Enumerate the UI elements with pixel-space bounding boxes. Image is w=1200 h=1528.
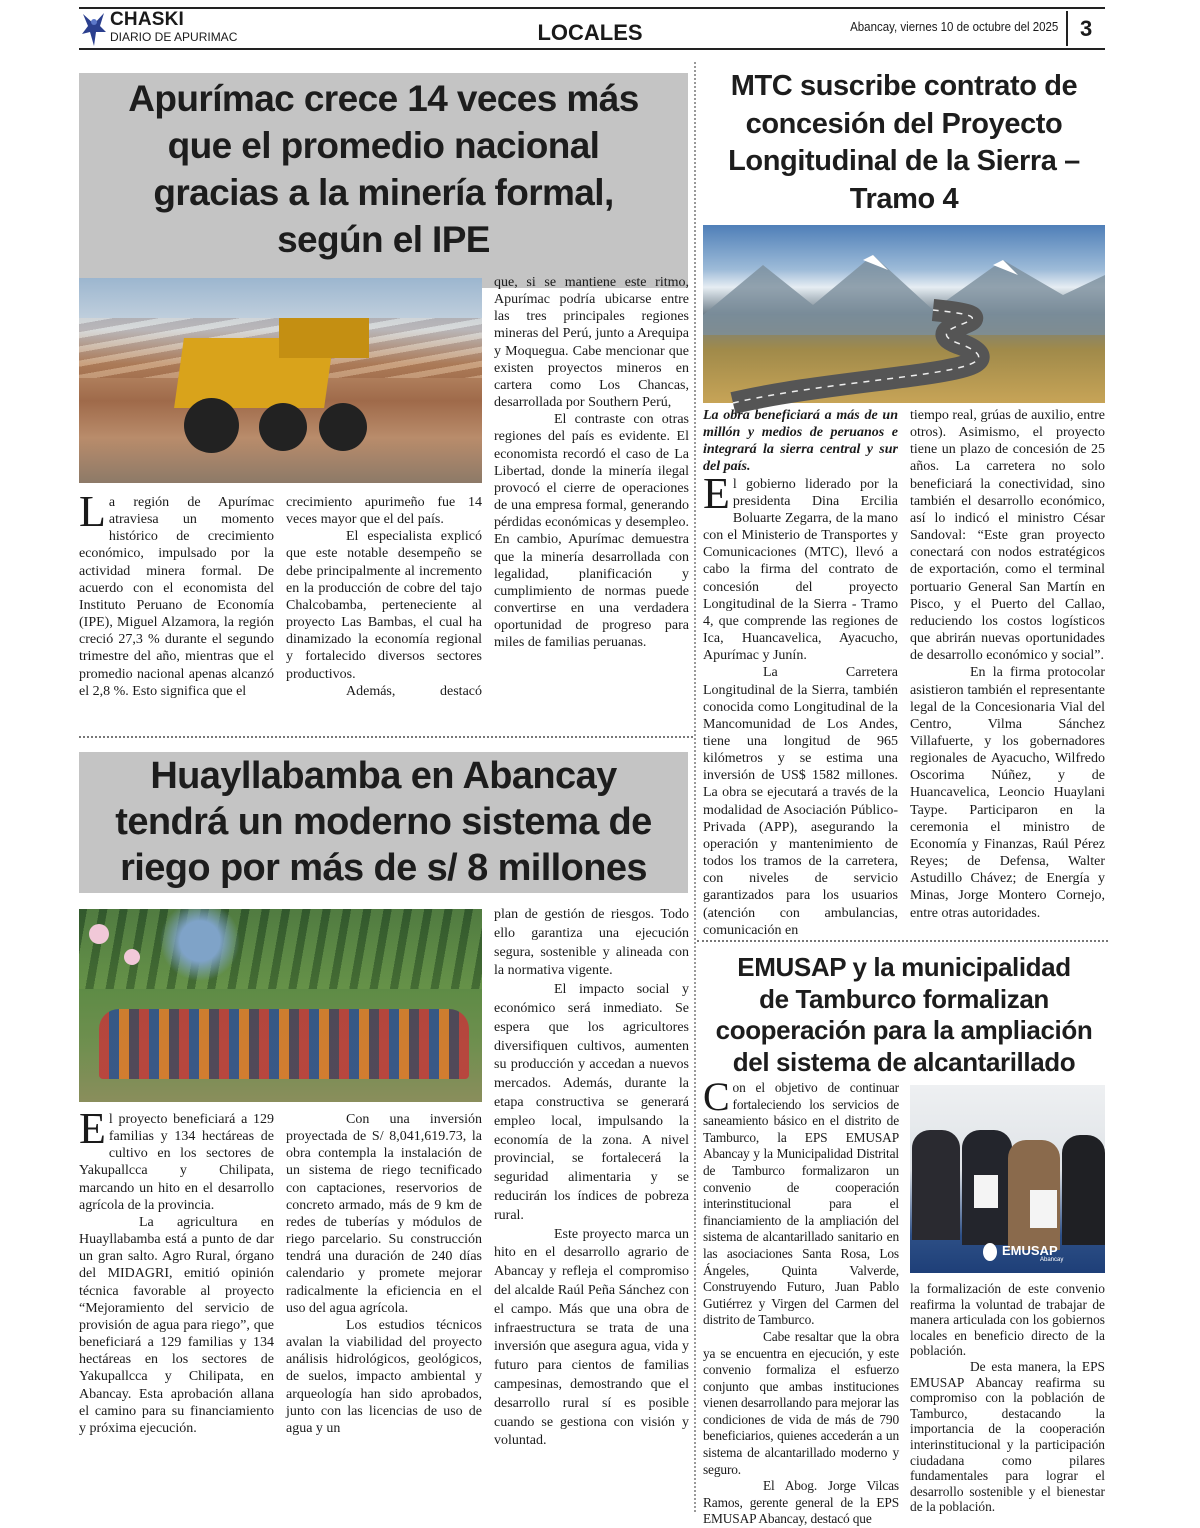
headline-line: Tramo 4: [849, 182, 959, 215]
paragraph: la formalización de este convenio reafirma la voluntad de trabajar de manera articulada con los gobiernos locales en beneficio directo de la población.: [910, 1281, 1105, 1359]
emusap-drop-icon: [983, 1243, 997, 1261]
paragraph: tiempo real, grúas de auxilio, entre otros). Asimismo, el proyecto tiene un plazo de concesión de 25 años. La carretera no solo beneficiará la conectividad, sino también el desarrollo económico, así lo indicó el ministro César Sandoval: “Este gran proyecto conectará con nodos estratégicos de exportación, como el terminal portuario General San Martín en Pisco, y el Puerto del Callao, reduciendo los costos logísticos que abrirán nuevas oportunidades de desarrollo económico y social”.: [910, 408, 1105, 664]
headline-line: Huayllabamba en Abancay: [150, 755, 617, 797]
paragraph: [79, 1104, 274, 1214]
drop-cap: E: [79, 1104, 106, 1153]
paragraph: En la firma protocolar asistieron también el representante legal de la Concesionaria Vial del Centro, Vilma Sánchez Villafuerte, y los gobernadores regionales de Ayacucho, Wilfredo Oscorima Núñez, y de Huancavelica, Leoncio Huaylani Taype. Participaron en la ceremonia el ministro de Economía y Finanzas, Raúl Pérez Reyes; de Defensa, Walter Astudillo Chávez; de Energía y Minas, Jorge Montero Cornejo, entre otras autoridades.: [910, 665, 1105, 921]
paragraph-text: l proyecto beneficiará a 129 familias y 134 hectáreas de cultivo en los sectores de Yakupallcca y Chilipata, marcando un hito en el desarrollo agrícola de la provincia.: [79, 1112, 274, 1213]
article4-column-2: [910, 1281, 1105, 1515]
headline-line: tendrá un moderno sistema de: [115, 801, 652, 843]
paragraph: crecimiento apurimeño fue 14 veces mayor que el del país.: [286, 495, 482, 528]
header-divider: [1066, 11, 1068, 46]
headline-line: MTC suscribe contrato de: [730, 70, 1078, 102]
article4-headline: [700, 952, 1108, 1078]
article1-headline: [79, 73, 688, 288]
signing-ceremony-photo: [910, 1085, 1105, 1273]
paragraph: Con una inversión proyectada de S/ 8,041,619.73, la obra contempla la instalación de un sistema de riego tecnificado con captaciones, reservorios de concreto armado, más de 9 km de redes de tuberías y módulos de riego parcelario. Su construcción tendrá una duración de 240 días calendario y promete mejorar radicalmente la eficiencia en el uso del agua agrícola.: [286, 1112, 482, 1316]
headline-line: cooperación para la ampliación: [715, 1015, 1093, 1045]
article2-lead: La obra beneficiará a más de un millón y medios de peruanos e integrará la sierra central y sur del país.: [703, 408, 898, 475]
paragraph: Además, destacó: [346, 683, 482, 699]
article-separator: [697, 940, 1108, 942]
headline-line: EMUSAP y la municipalidad: [737, 952, 1071, 982]
condor-logo-icon: [80, 10, 108, 48]
article2-headline: [700, 68, 1108, 218]
paragraph: El especialista explicó que este notable desempeño se debe principalmente al incremento en la producción de cobre del tajo Chalcobamba, perteneciente al proyecto Las Bambas, el cual ha dinamizado la economía regional y fortalecido diversos sectores productivos.: [286, 529, 482, 682]
emusap-logo: EMUSAP: [1002, 1243, 1058, 1258]
article1-column-3: [494, 274, 689, 724]
headline-line: riego por más de s/ 8 millones: [120, 847, 647, 889]
headline-line: gracias a la minería formal,: [153, 172, 614, 213]
paragraph: El impacto social y económico será inmediato. Se espera que los agricultores diversifiquen cultivos, aumenten su producción y accedan a nuevos mercados. Además, durante la etapa constructiva se generará empleo local, impulsando la economía de la zona. A nivel provincial, se fortalecerá la seguridad alimentaria y se reducirán los índices de pobreza rural.: [494, 982, 689, 1223]
paragraph: El contraste con otras regiones del país es evidente. El economista recordó el caso de La Libertad, donde la minería ilegal provocó el cierre de operaciones de una empresa formal, generando pérdidas económicas y desempleo. En cambio, Apurímac demuestra que la minería desarrollada con legalidad, planificación y cumplimiento de normas puede convertirse en una verdadera oportunidad de progreso para miles de familias peruanas.: [494, 412, 689, 651]
paragraph: plan de gestión de riesgos. Todo ello garantiza una ejecución segura, sostenible y alineada con la normativa vigente.: [494, 907, 689, 979]
paragraph: [79, 487, 274, 700]
headline-line: concesión del Proyecto: [745, 107, 1063, 140]
paragraph: La agricultura en Huayllabamba está a punto de dar un gran salto. Agro Rural, órgano del MIDAGRI, emitió opinión técnica favorable al proyecto “Mejoramiento del servicio de provisión de agua para riego”, que beneficiará a 129 familias y 134 hectáreas en los sectores de Yakupallcca y Chilipata, en Abancay. Esta aprobación allana el camino para su financiamiento y próxima ejecución.: [79, 1214, 274, 1436]
paragraph: que, si se mantiene este ritmo, Apurímac podría ubicarse entre las tres principales regiones mineras del Perú, junto a Arequipa y Moquegua. Cabe mencionar que existen proyectos mineros en cartera como Los Chancas, desarrollada por Southern Perú,: [494, 275, 689, 411]
article3-column-2: [286, 1111, 482, 1511]
brand-subtitle: DIARIO DE APURIMAC: [110, 30, 238, 44]
article4-column-1: [703, 1074, 899, 1528]
headline-line: Apurímac crece 14 veces más: [128, 78, 639, 119]
headline-line: que el promedio nacional: [167, 125, 600, 166]
drop-cap: L: [79, 487, 106, 536]
article-separator: [79, 736, 693, 738]
header-top-rule: [79, 7, 1105, 9]
drop-cap: C: [703, 1074, 730, 1119]
paragraph: Los estudios técnicos avalan la viabilidad del proyecto análisis hidrológicos, geológicos, de suelos, impacto ambiental y arqueología han sido aprobados, junto con las licencias de uso de agua y un: [286, 1317, 482, 1436]
column-divider: [694, 62, 696, 1512]
paragraph-text: on el objetivo de continuar fortaleciendo los servicios de saneamiento básico en el distrito de Tamburco, la EPS EMUSAP Abancay y la Municipalidad Distrital de Tamburco formalizaron un convenio de cooperación interinstitucional para el financiamiento de la ampliación del sistema de alcantarillado sanitario en las asociaciones Santa Rosa, Los Ángeles, Quinta Valverde, Construyendo Futuro, Juan Pablo Gutiérrez y Virgen del Carmen del distrito de Tamburco.: [703, 1080, 899, 1328]
paragraph: Este proyecto marca un hito en el desarrollo agrario de Abancay y refleja el compromiso del alcalde Raúl Peña Sánchez con el campo. Más que una obra de infraestructura se trata de una inversión que asegura agua, vida y futuro para cientos de familias campesinas, demostrando que el desarrollo rural sí es posible cuando se gestiona con visión y voluntad.: [494, 1226, 689, 1449]
mountain-road-photo: [703, 225, 1105, 403]
drop-cap: E: [703, 468, 730, 518]
paragraph: De esta manera, la EPS EMUSAP Abancay reafirma su compromiso con la población de Tamburco, destacando la importancia de la cooperación interinstitucional y la participación ciudadana como pilares fundamentales para lograr el desarrollo sostenible y el bienestar de la población.: [910, 1358, 1105, 1515]
headline-line: del sistema de alcantarillado: [732, 1046, 1076, 1077]
headline-line: de Tamburco formalizan: [759, 983, 1049, 1014]
paragraph: [703, 1074, 899, 1329]
article1-column-2: [286, 494, 482, 720]
farmers-group-photo: [79, 909, 482, 1102]
paragraph: [703, 468, 898, 665]
headline-line: según el IPE: [277, 219, 490, 260]
paragraph: El Abog. Jorge Vilcas Ramos, gerente general de la EPS EMUSAP Abancay, destacó que: [703, 1478, 899, 1527]
headline-line: Longitudinal de la Sierra –: [728, 145, 1080, 177]
article2-column-2: [910, 407, 1105, 925]
article1-column-1: [79, 487, 274, 720]
emusap-logo-sub: Abancay: [1040, 1257, 1064, 1263]
article3-column-3: [494, 906, 689, 1511]
page-number: 3: [1080, 16, 1093, 41]
article2-column-1: [703, 407, 898, 938]
paragraph-text: l gobierno liderado por la presidenta Dina Ercilia Boluarte Zegarra, de la mano con el Ministerio de Transportes y Comunicaciones (MTC), llevó a cabo la firma del contrato de concesión del proyecto Longitudinal de la Sierra - Tramo 4, que comprende las regiones de Ica, Huancavelica, Ayacucho, Apurímac y Junín.: [703, 476, 898, 664]
paragraph-text: a región de Apurímac atraviesa un momento histórico de crecimiento económico, impulsado por la actividad minera formal. De acuerdo con el economista del Instituto Peruano de Economía (IPE), Miguel Alzamora, la región creció 27,3 % durante el segundo trimestre del año, mientras que el promedio nacional apenas alcanzó el 2,8 %. Esto significa que el: [79, 495, 274, 699]
header-bottom-rule: [79, 48, 1105, 50]
section-title: LOCALES: [537, 20, 643, 45]
brand-name: CHASKI: [110, 9, 185, 30]
mining-truck-photo: [79, 278, 482, 483]
article3-headline: [79, 752, 688, 893]
paragraph: Cabe resaltar que la obra ya se encuentra en ejecución, y este convenio formaliza el esfuerzo conjunto que ambas instituciones vienen desarrollando para mejorar las condiciones de vida de más de 790 beneficiarios, quienes accederán a un sistema de alcantarillado moderno y seguro.: [703, 1328, 899, 1477]
paragraph: La Carretera Longitudinal de la Sierra, también conocida como Longitudinal de la Mancomunidad de Los Andes, tiene una longitud de 965 kilómetros y se estima una inversión de US$ 1582 millones. La obra se ejecutará a través de la modalidad de Asociación Público-Privada (APP), asegurando la operación y mantenimiento de todos los tramos de la carretera, con niveles de servicio garantizados para los usuarios (atención con ambulancias, comunicación en: [703, 665, 898, 938]
issue-date: Abancay, viernes 10 de octubre del 2025: [849, 20, 1058, 34]
article3-column-1: [79, 1104, 274, 1511]
